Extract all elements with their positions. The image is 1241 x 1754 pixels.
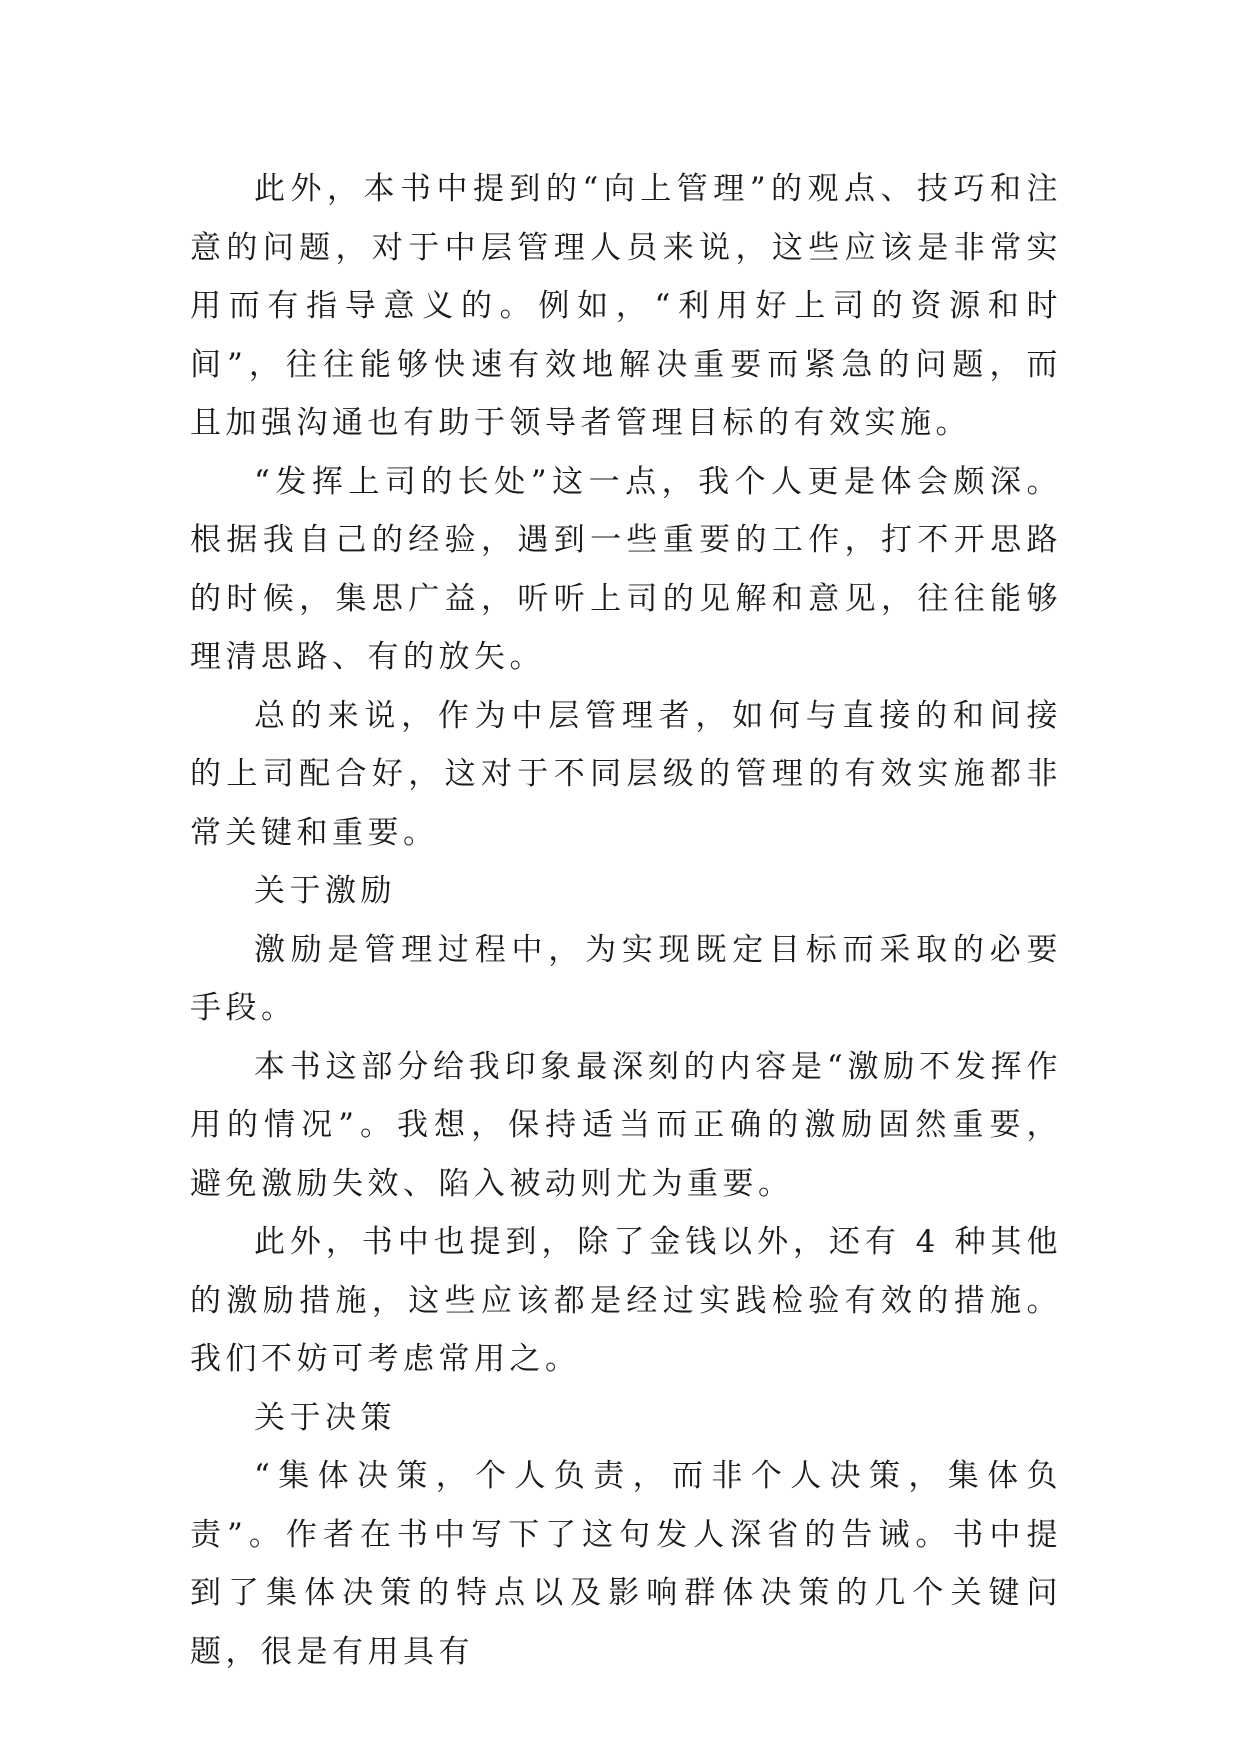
paragraph-collective-decision: “集体决策，个人负责，而非个人决策，集体负责”。作者在书中写下了这句发人深省的告诫。书中提到了集体决策的特点以及影响群体决策的几个关键问题，很是有用具有 [190, 1458, 1062, 1670]
paragraph-boss-strengths: “发挥上司的长处”这一点，我个人更是体会颇深。根据我自己的经验，遇到一些重要的工作，打不开思路的时候，集思广益，听听上司的见解和意见，往往能够理清思路、有的放矢。 [190, 463, 1062, 675]
section-heading-motivation: 关于激励 [254, 873, 396, 909]
paragraph-motivation-failure: 本书这部分给我印象最深刻的内容是“激励不发挥作用的情况”。我想，保持适当而正确的激励固然重要，避免激励失效、陷入被动则尤为重要。 [190, 1048, 1062, 1202]
paragraph-motivation-measures: 此外，书中也提到，除了金钱以外，还有 4 种其他的激励措施，这些应该都是经过实践检验有效的措施。我们不妨可考虑常用之。 [190, 1224, 1062, 1377]
paragraph-motivation-definition: 激励是管理过程中，为实现既定目标而采取的必要手段。 [190, 931, 1062, 1026]
paragraph-summary: 总的来说，作为中层管理者，如何与直接的和间接的上司配合好，这对于不同层级的管理的有效实施都非常关键和重要。 [190, 697, 1062, 851]
document-body [190, 160, 1062, 1681]
paragraph-managing-up: 此外，本书中提到的“向上管理”的观点、技巧和注意的问题，对于中层管理人员来说，这些应该是非常实用而有指导意义的。例如，“利用好上司的资源和时间”，往往能够快速有效地解决重要而紧急的问题，而且加强沟通也有助于领导者管理目标的有效实施。 [190, 171, 1062, 441]
section-heading-decision: 关于决策 [254, 1399, 396, 1436]
